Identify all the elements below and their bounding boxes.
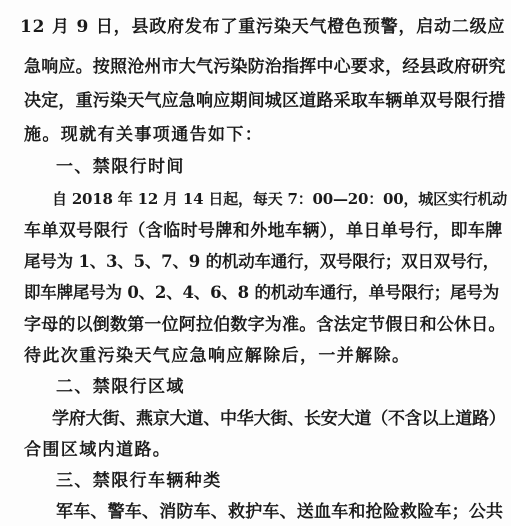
paragraph3-line1: 学府大街、燕京大道、中华大街、长安大道（不含以上道路） [52, 409, 506, 429]
paragraph1-line3: 决定，重污染天气应急响应期间城区道路采取车辆单双号限行措 [24, 91, 506, 111]
section2-heading: 二、禁限行区域 [56, 377, 185, 397]
paragraph4-line1: 军车、警车、消防车、救护车、送血车和抢险救险车；公共 [56, 502, 504, 522]
paragraph1-line1: 12 月 9 日，县政府发布了重污染天气橙色预警，启动二级应 [20, 17, 506, 37]
paragraph3-line2: 合围区域内道路。 [24, 440, 172, 460]
paragraph2-line6: 待此次重污染天气应急响应解除后，一并解除。 [24, 346, 411, 366]
paragraph2-line5: 字母的以倒数第一位阿拉伯数字为准。含法定节假日和公休日。 [24, 315, 506, 335]
paragraph2-line4: 即车牌尾号为 0、2、4、6、8 的机动车通行，单号限行；尾号为 [24, 283, 499, 302]
section3-heading: 三、禁限行车辆种类 [56, 471, 222, 491]
paragraph2-line2: 车单双号限行（含临时号牌和外地车辆），单日单号行，即车牌 [24, 221, 503, 241]
paragraph1-line4: 施。现就有关事项通告如下： [24, 125, 264, 145]
section1-heading: 一、禁限行时间 [56, 157, 185, 177]
paragraph1-line2: 急响应。按照沧州市大气污染防治指挥中心要求，经县政府研究 [24, 57, 506, 77]
paragraph2-line3: 尾号为 1、3、5、7、9 的机动车通行，双号限行；双日双号行， [24, 252, 499, 271]
paragraph2-line1: 自 2018 年 12 月 14 日起，每天 7：00—20：00，城区实行机动 [52, 190, 508, 208]
